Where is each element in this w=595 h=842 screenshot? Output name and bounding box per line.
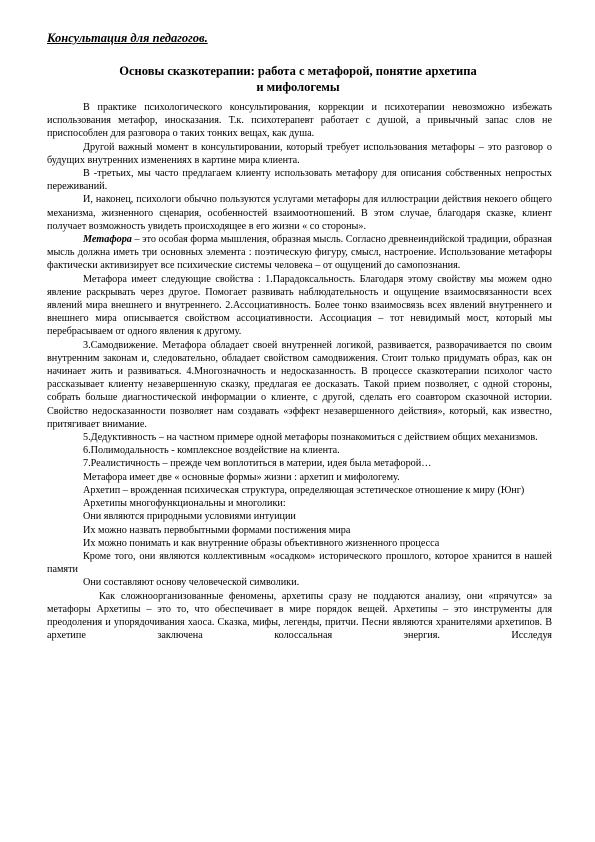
paragraph: В -третьих, мы часто предлагаем клиенту использовать метафору для описания собственных непростых переживаний. <box>47 168 552 193</box>
paragraph: Метафора имеет следующие свойства : 1.Парадоксальность. Благодаря этому свойству мы можем одно явление раскрывать через другое. Помогает развивать наблюдательность и ощущение взаимосвязанности всех явлений мира внешнего и внутреннего. 2.Ассоциативность. Более тонко взаимосвязь всех явлений внутреннего и внешнего мира описывается свойством ассоциативности. Ассоциация – тот невидимый мост, который мы перебрасываем от одного явления к другому. <box>47 273 552 338</box>
paragraph-text: – это особая форма мышления, образная мысль. Согласно древнеиндийской традиции, образная мысль должна иметь три основных элемента : поэтическую фигуру, смысл, настроение. Использование метафоры фактически активизирует все психические системы человека – от ощущений до самопознания. <box>47 234 552 272</box>
term-metafora: Метафора <box>83 234 132 246</box>
paragraph: И, наконец, психологи обычно пользуются услугами метафоры для иллюстрации действия некоего общего механизма, жизненного сценария, особенностей взаимоотношений. В этом случае, благодаря сказке, клиент получает возможность увидеть происходящее в его жизни « со стороны». <box>47 194 552 232</box>
list-item: Они являются природными условиями интуиции <box>83 511 296 523</box>
paragraph: 3.Самодвижение. Метафора обладает своей внутренней логикой, развивается, разворачивается по своим внутренним законам и, следовательно, обладает свойством самодвижения. Стоит только придумать образ, как он начинает жить и развиваться. 4.Многозначность и недосказанность. В процессе сказкотерапии психолог часто рассказывает клиенту незавершенную сказку, предлагая ее досказать. Такой прием позволяет, с одной стороны, собрать больше диагностической информации о клиенте, с другой, сделать его соавтором сказочной истории. Свойство недосказанности позволяет нам создавать «эффект незавершенного действия», который, как известно, притягивает внимание. <box>47 339 552 430</box>
paragraph: Они составляют основу человеческой символики. <box>83 577 300 589</box>
paragraph: 5.Дедуктивность – на частном примере одной метафоры познакомиться с действием общих механизмов. <box>83 432 538 444</box>
list-item: Их можно понимать и как внутренние образы объективного жизненного процесса <box>83 537 440 549</box>
paragraph: Архетипы многофункциональны и многолики: <box>83 498 286 510</box>
title-line-2: и мифологемы <box>256 80 340 94</box>
paragraph: 7.Реалистичность – прежде чем воплотиться в материи, идея была метафорой… <box>83 458 432 470</box>
document-title <box>47 63 549 95</box>
paragraph-metafora-definition <box>47 233 552 273</box>
list-item: Кроме того, они являются коллективным «осадком» исторического прошлого, которое хранится в нашей памяти <box>47 550 552 576</box>
paragraph: Как сложноорганизованные феномены, архетипы сразу не поддаются анализу, они «прячутся» за метафоры Архетипы – это то, что обеспечивает в мире порядок вещей. Архетипы – это инструменты для преодоления и упорядочивания хаоса. Сказка, мифы, легенды, притчи. Песни являются хранителями архетипов. В архетипе заключена колоссальная энергия. Исследуя <box>47 590 552 642</box>
paragraph: 6.Полимодальность - комплексное воздействие на клиента. <box>83 445 340 457</box>
paragraph: Метафора имеет две « основные формы» жизни : архетип и мифологему. <box>83 471 400 483</box>
title-line-1: Основы сказкотерапии: работа с метафорой, понятие архетипа <box>119 64 477 78</box>
paragraph: В практике психологического консультирования, коррекции и психотерапии невозможно избежать использования метафор, иносказания. Т.к. психотерапевт работает с душой, а привычный запас слов не приспособлен для разговора о таких тонких вещах, как душа. <box>47 102 552 140</box>
list-item: Их можно назвать первобытными формами постижения мира <box>83 524 351 536</box>
document-heading: Консультация для педагогов. <box>47 31 208 45</box>
document-body <box>47 101 552 642</box>
paragraph: Архетип – врожденная психическая структура, определяющая эстетическое отношение к миру (Юнг) <box>83 484 525 496</box>
paragraph: Другой важный момент в консультировании, который требует использования метафоры – это разговор о будущих внутренних изменениях в картине мира клиента. <box>47 141 552 166</box>
